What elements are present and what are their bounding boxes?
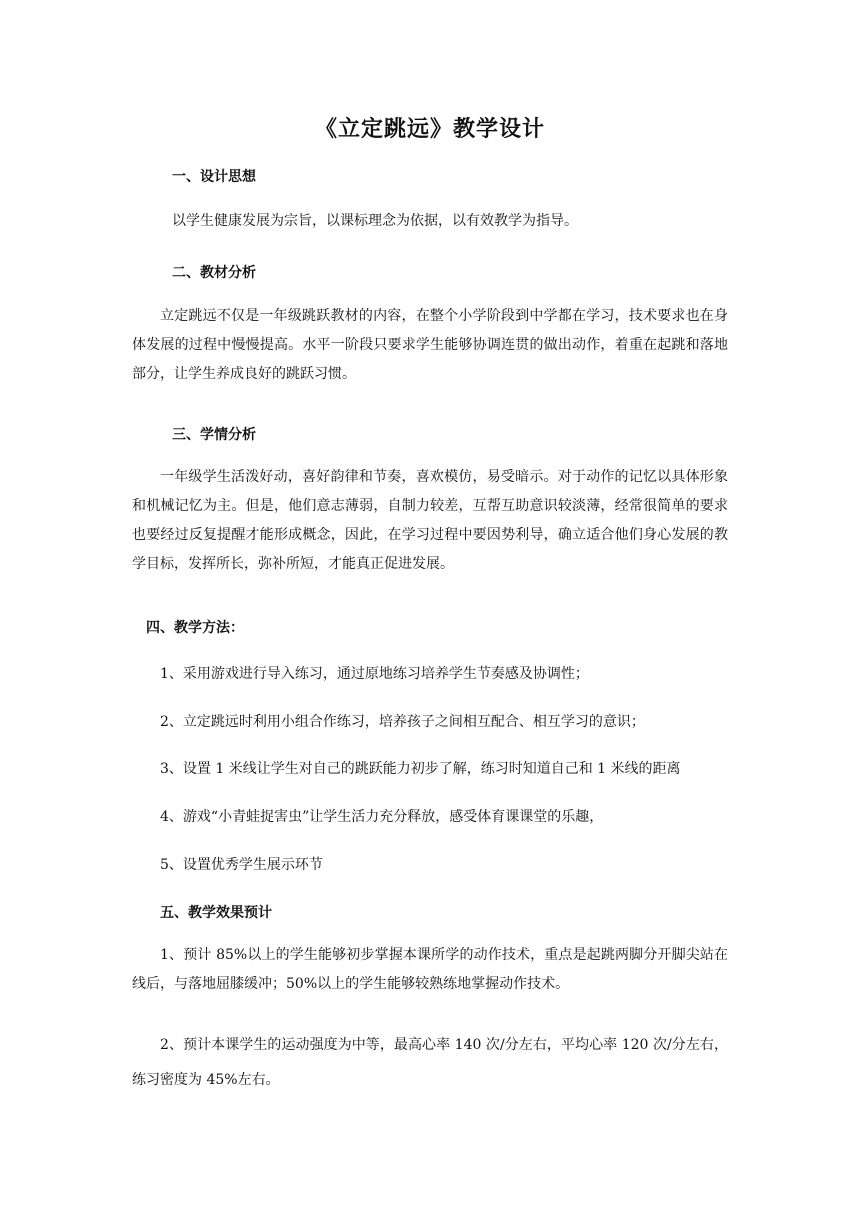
- method-item-2: 2、立定跳远时利用小组合作练习，培养孩子之间相互配合、相互学习的意识；: [160, 714, 645, 730]
- method-item-3: 3、设置 1 米线让学生对自己的跳跃能力初步了解，练习时知道自己和 1 米线的距离: [160, 761, 681, 777]
- design-idea-text: 以学生健康发展为宗旨，以课标理念为依据，以有效教学为指导。: [172, 213, 578, 229]
- method-item-1: 1、采用游戏进行导入练习，通过原地练习培养学生节奏感及协调性；: [160, 666, 589, 682]
- student-analysis-text: 一年级学生活泼好动，喜好韵律和节奏，喜欢模仿，易受暗示。对于动作的记忆以具体形象和机械记忆为主。但是，他们意志薄弱，自制力较差，互帮互助意识较淡薄，经常很简单的要求也要经过反复提醒才能形成概念，因此，在学习过程中要因势利导，确立适合他们身心发展的教学目标，发挥所长，弥补所短，才能真正促进发展。: [132, 469, 728, 572]
- heading-teaching-methods: 四、教学方法：: [146, 620, 244, 636]
- material-analysis-text: 立定跳远不仅是一年级跳跃教材的内容，在整个小学阶段到中学都在学习，技术要求也在身体发展的过程中慢慢提高。水平一阶段只要求学生能够协调连贯的做出动作，着重在起跳和落地部分，让学生养成良好的跳跃习惯。: [132, 308, 728, 382]
- document-title: 《立定跳远》教学设计: [314, 117, 545, 142]
- heading-student-analysis: 三、学情分析: [172, 427, 256, 443]
- heading-design-idea: 一、设计思想: [172, 169, 256, 185]
- method-item-4: 4、游戏“小青蛙捉害虫”让学生活力充分释放，感受体育课课堂的乐趣，: [160, 809, 604, 825]
- effect-item-2: 2、预计本课学生的运动强度为中等，最高心率 140 次/分左右，平均心率 120 次/分左右，练习密度为 45%左右。: [132, 1037, 728, 1088]
- heading-teaching-effects: 五、教学效果预计: [160, 905, 272, 921]
- effect-item-1: 1、预计 85%以上的学生能够初步掌握本课所学的动作技术，重点是起跳两脚分开脚尖站在线后，与落地屈膝缓冲；50%以上的学生能够较熟练地掌握动作技术。: [132, 947, 728, 992]
- heading-material-analysis: 二、教材分析: [172, 265, 256, 281]
- method-item-5: 5、设置优秀学生展示环节: [160, 857, 323, 873]
